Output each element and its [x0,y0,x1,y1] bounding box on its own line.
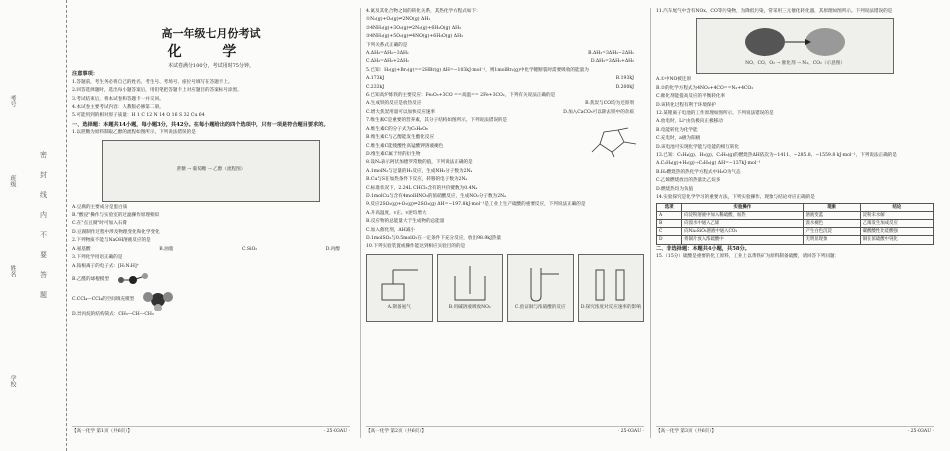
table-row [657,236,934,244]
option: C.ΔH₃=ΔH₂+2ΔH₁ [366,59,409,65]
page-3 [656,8,934,436]
page-2 [366,8,644,436]
flask-icon [374,264,424,304]
note-item: 4.本试卷主要考试内容：人教版必修第二册。 [72,105,164,111]
table-cell: 溶液变蓝 [803,211,860,219]
option: A.ΔH₃=ΔH₂−3ΔH₁ [366,51,409,57]
option: B.H₂燃烧热的热化学方程式中H₂O为气态 [656,169,741,175]
option: C.维生素C能使酸性高锰酸钾溶液褪色 [366,143,444,149]
test-tubes-icon [586,264,636,304]
question-4: 4.氮及其化合物之间的转化关系，其热化学方程式如下： [366,9,481,14]
option: D.200kJ [615,84,634,90]
question-7: 7.维生素C是重要的营养素，其分子结构如图所示，下列说法错误的是 [366,118,508,124]
table-row [657,219,934,227]
table-header: 现象 [803,203,860,211]
option: A.173kJ [366,76,385,82]
table-cell: 向溴水中通入乙烯 [682,219,803,227]
prompt: 下列关系式正确的是 [366,42,408,48]
table-header: 实验操作 [682,203,803,211]
table-cell: 向淀粉溶液中加入稀硫酸，加热 [682,211,803,219]
option: C.乙烯燃烧放出的热量比乙烷多 [656,178,721,184]
table-cell: 铜在浓硫酸中钝化 [860,236,933,244]
table-cell: 碳酸酸性比硅酸强 [860,228,933,236]
footer-right: · 25-03AU · [323,428,350,434]
page-footer [366,426,644,436]
option: A.C₂H₄(g)+H₂(g)→C₂H₆(g) ΔH=−137kJ·mol⁻¹ [656,161,761,167]
table-header: 结论 [860,203,933,211]
option: A.1molN₂与足量的H₂反应，生成NH₃分子数为2Nₐ [366,168,473,174]
figure-caption: 蔗糖 → 葡萄糖 → 乙醇（流程图） [176,167,246,173]
margin-label: 学校 [9,375,16,387]
table-cell: A [657,211,682,219]
option: B.ΔH₃=3ΔH₂−2ΔH₁ [588,51,634,57]
option: A.豆腐的主要成分是蛋白质 [72,204,128,210]
apparatus-figure [578,254,645,322]
option: B.反应物的总能量大于生成物的总能量 [366,219,445,225]
option: D.1molCu与含有4molHNO₃的浓硝酸反应，生成NO₂分子数为2Nₐ [366,193,506,199]
question-8: 8.设Nₐ表示阿伏加德罗常数的值，下列说法正确的是 [366,160,473,166]
page-1 [72,8,350,436]
option: C.233kJ [366,84,385,90]
apparatus-figure [437,254,504,322]
binding-margin [0,0,67,451]
table-header-row [657,203,934,211]
option: D.燃烧热均为负值 [656,186,694,192]
question-15: 15.（15分）硫酸是重要的化工原料，工业上以黄铁矿为原料制备硫酸，请回答下列问题： [656,253,840,259]
table-row [657,211,934,219]
option: B."酸浸"操作与实验室的过滤操作原理相似 [72,213,160,219]
question-14: 14.实验探究是化学学习的重要方法，下列实验操作、现象与结论对应正确的是 [656,195,815,201]
exam-title: 高一年级七月份考试 [161,27,261,40]
apparatus-figure [507,254,574,322]
page-footer [656,426,934,436]
option: C.CCl₄—CCl₄的空间填充模型 [72,296,135,302]
margin-label: 考号 [9,95,16,107]
table-cell: 淀粉未水解 [860,211,933,219]
experiment-table [656,203,934,245]
option: B.193kJ [615,76,634,82]
figure-caption: NO、CO、O₂ → 催化剂 → N₂、CO₂（示意图） [745,61,845,67]
option: A.铵根离子的电子式：[H:N:H]⁺ [72,263,140,269]
equation: ①N₂(g)+O₂(g)⇌2NO(g) ΔH₁ [366,17,431,23]
margin-label: 姓名 [9,265,16,277]
exam-meta: 本试卷满分100分，考试用时75分钟。 [168,63,254,69]
footer-left: 【高一化学 第3页（共6页）】 [656,428,717,434]
question-2: 2.下列物质不能与NaOH溶液反应的是 [72,238,151,244]
notes-heading: 注意事项： [72,71,98,78]
option: C.催化剂能提高反应的平衡转化率 [656,94,726,100]
margin-label: 班级 [9,175,16,187]
apparatus-figure [366,254,433,322]
table-cell: 乙烯发生加成反应 [860,219,933,227]
option: D.加入CaCO₃可以除去铁中的杂质 [563,109,634,115]
option: B.Cu与S在加热条件下反应，转移的电子数为2Nₐ [366,177,468,183]
margin-char: 内 [40,211,47,219]
table-row [657,228,934,236]
margin-char: 要 [40,251,47,259]
option: B.油脂 [159,246,174,252]
option: C.加入催化剂，ΔH减小 [366,227,415,233]
equation: ③4NH₃(g)+5O₂(g)⇌4NO(g)+6H₂O(g) ΔH₃ [366,34,463,40]
option: C.在"点豆腐"时可加入石膏 [72,221,127,227]
table-cell: 将铜片放入浓硫酸中 [682,236,803,244]
margin-char: 不 [40,231,47,239]
page-divider [360,8,361,438]
option: C.充电时，a极为阳极 [656,136,701,142]
note-item: 1.答题前，考生务必将自己的姓名、考生号、考场号、座位号填写在答题卡上。 [72,79,233,85]
table-cell: C [657,228,682,236]
table-header: 选项 [657,203,682,211]
table-cell: 溴水褪色 [803,219,860,227]
catalyst-figure [696,18,894,74]
question-11: 11.汽车尾气中含有NOx、CO等污染物，为降低污染，常采用三元催化转化器，其原理如图所示。下列说法错误的是 [656,9,893,14]
margin-char: 密 [40,151,47,159]
space-filling-model-icon [138,289,178,311]
margin-char: 封 [40,171,47,179]
option: B.焦炭与CO均为还原剂 [585,101,634,107]
option: D.丙醇 [325,246,340,252]
figure-caption: C.验证铜与浓硝酸的反应 [514,304,566,310]
option: A.放电时，Li⁺由负极向正极移动 [656,119,723,125]
option: D.该电池可实现化学能与电能的相互转化 [656,144,740,150]
option: A.氨基酸 [72,246,91,252]
footer-left: 【高一化学 第1页（共6页）】 [72,428,133,434]
question-6: 6.已知高炉炼铁的主要反应：Fe₂O₃+3CO ==高温== 2Fe+3CO₂，下列有关说法正确的是 [366,93,556,99]
figure-caption: B.用碱溶液吸收NO₂ [448,304,491,310]
question-3: 3.下列化学用语正确的是 [72,255,123,261]
catalyst-diagram-icon [735,24,855,60]
option: D.豆腐制作过程中涉及物理变化和化学变化 [72,229,160,235]
figure-caption: D.探究浓度对反应速率的影响 [580,304,641,310]
figure-caption: A.制备氨气 [387,304,411,310]
option: A.①中NO被还原 [656,77,692,83]
table-cell: 产生白色沉淀 [803,228,860,236]
test-tube-icon [515,264,565,304]
option: B.②的化学方程式为4NO₂+4CO==N₂+4CO₂ [656,85,754,91]
section-heading: 二、非选择题：本题共4小题，共58分。 [656,245,750,252]
equation: ②4NH₃(g)+3O₂(g)⇌2N₂(g)+6H₂O(g) ΔH₂ [366,25,462,31]
option: D.1molSO₂与0.5molO₂在一定条件下充分反应，放出98.9kJ热量 [366,235,502,241]
margin-char: 答 [40,271,47,279]
option: B.电能转化为化学能 [656,127,698,133]
option: B.维生素C与乙醇能发生酯化反应 [366,135,435,141]
footer-right: · 25-03AU · [907,428,934,434]
table-cell: 无明显现象 [803,236,860,244]
exam-subject: 化 学 [167,44,255,60]
section-heading: 一、选择题：本题共14小题，每小题3分，共42分。在每小题给出的四个选项中，只有一项是符合题目要求的。 [72,121,329,128]
note-item: 5.可能用到的相对原子质量：H 1 C 12 N 14 O 16 S 32 Cu 64 [72,113,205,119]
margin-char: 题 [40,291,47,299]
note-item: 2.回答选择题时，选出每小题答案后，用铅笔把答题卡上对应题目的答案标号涂黑。 [72,88,242,94]
option: C.SiO₂ [242,246,258,252]
vitamin-c-structure-icon [584,126,644,158]
option: C.标准状况下，2.24L CHCl₃含有的共价键数为0.4Nₐ [366,185,478,191]
beaker-icon [445,264,495,304]
footer-right: · 25-03AU · [617,428,644,434]
question-12: 12.某锂离子电池的工作原理如图所示，下列说法错误的是 [656,111,774,117]
question-5: 5.已知：H₂(g)+Br₂(g)==2HBr(g) ΔH=−103kJ·mol⁻¹，则1molBr₂(g)中化学键断裂时需要吸收的能量为 [366,67,589,73]
question-1: 1.以蔗糖为原料制取乙醇的流程如图所示，下列说法错误的是 [72,130,196,136]
option: A.生成铁的反应是放热反应 [366,101,422,107]
option: A.升高温度，v正、v逆均增大 [366,210,427,216]
table-cell: 向Na₂SiO₃溶液中通入CO₂ [682,228,803,236]
table-cell: D [657,236,682,244]
option: B.乙醛的球棍模型 [72,276,109,282]
option: D.ΔH₃=3ΔH₁+ΔH₂ [590,59,634,65]
process-figure [102,140,320,202]
option: A.维生素C的分子式为C₆H₈O₆ [366,126,428,132]
margin-char: 线 [40,191,47,199]
page-footer [72,426,350,436]
option: C.增大焦炭用量可以加快反应速率 [366,109,436,115]
option: D.该转化过程有利于环境保护 [656,102,717,108]
question-9: 9.反应2SO₂(g)+O₂(g)⇌2SO₃(g) ΔH=−197.8kJ·mol⁻¹是工业上生产硫酸的重要反应，下列说法正确的是 [366,202,586,208]
page-divider [650,8,651,438]
option: D.异丙烷的结构简式：CH₃—CH—CH₃ [72,311,154,317]
table-cell: B [657,219,682,227]
footer-left: 【高一化学 第2页（共6页）】 [366,428,427,434]
option: D.维生素C属于烃的衍生物 [366,151,421,157]
note-item: 3.考试结束后，将本试卷和答题卡一并交回。 [72,96,164,102]
ball-stick-model-icon [113,271,153,289]
question-13: 13.已知：C₂H₄(g)、H₂(g)、C₂H₆(g)的燃烧热ΔH依次为−1411、−285.8、−1559.8 kJ·mol⁻¹，下列说法正确的是 [656,153,897,159]
question-10: 10.下列实验装置或操作能达到相应实验目的的是 [366,244,466,250]
